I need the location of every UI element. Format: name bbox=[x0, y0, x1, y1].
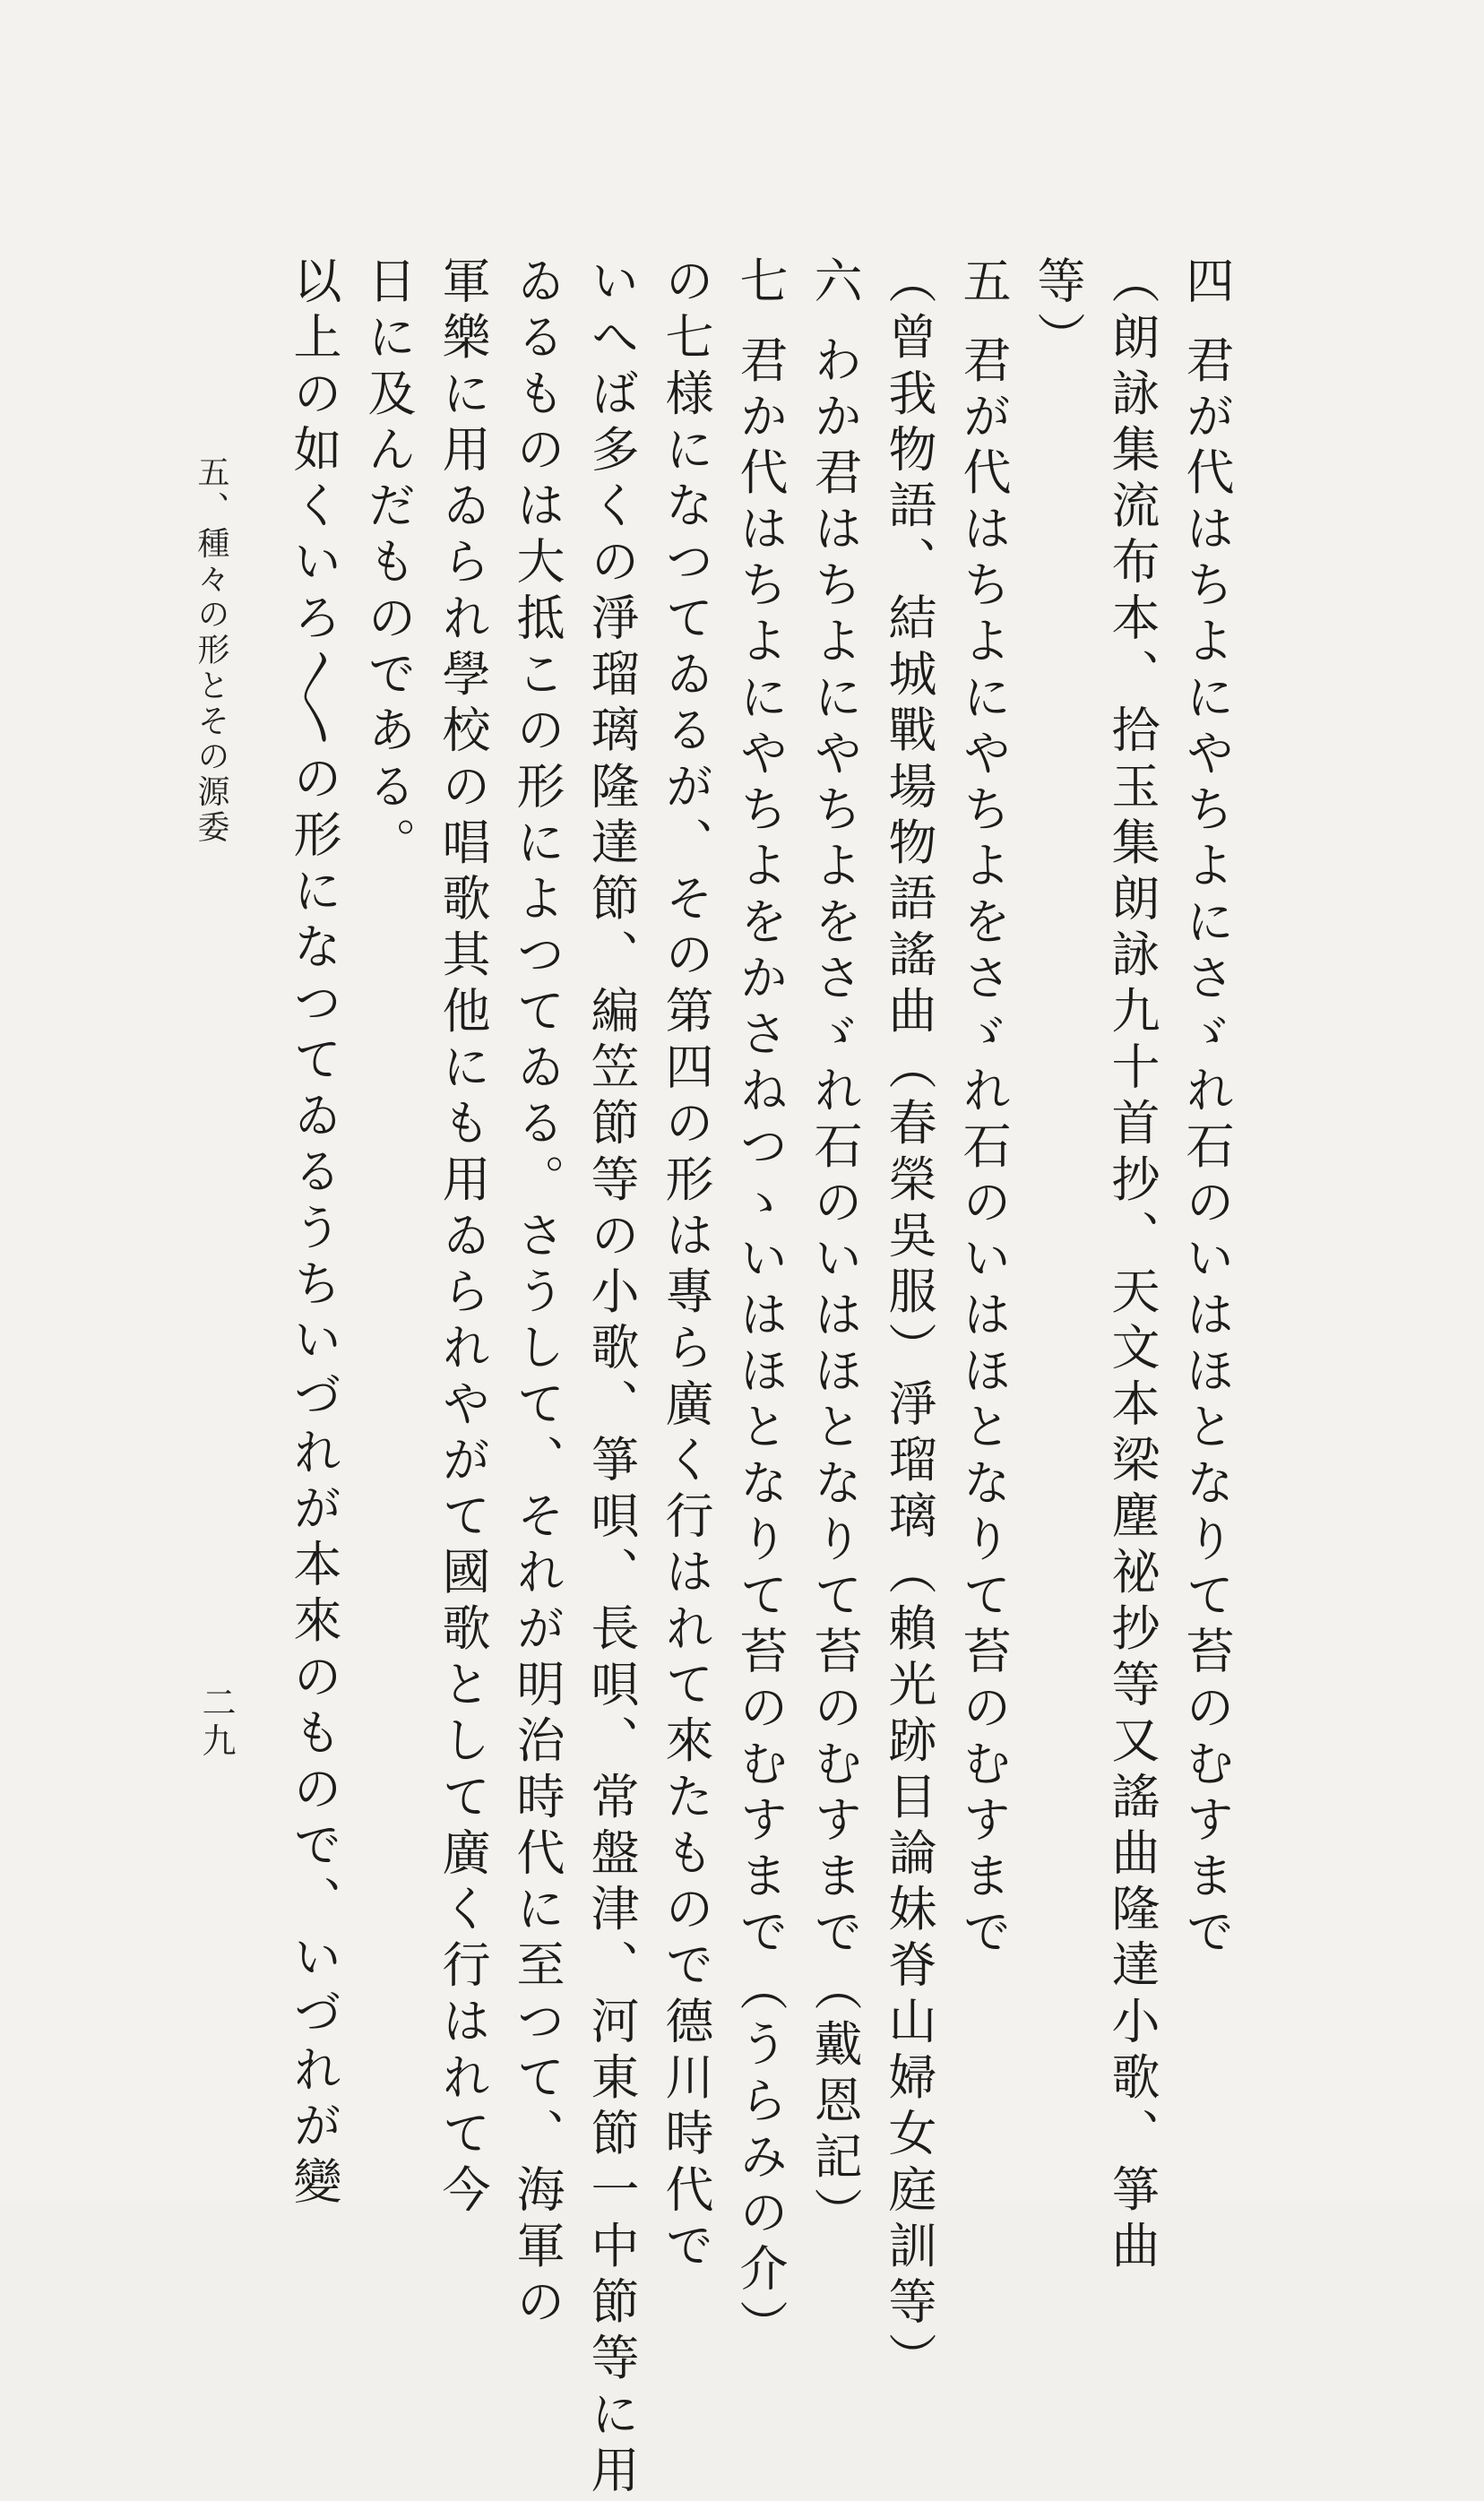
text-column: （朗詠集流布本、拾玉集朗詠九十首抄、天文本梁塵祕抄等又謠曲隆達小歌、箏曲 bbox=[1104, 255, 1160, 2277]
text-column: 日に及んだものである。 bbox=[360, 255, 417, 874]
text-column: （曾我物語、結城戰場物語謠曲（春榮吳服）淨瑠璃（賴光跡目論妹脊山婦女庭訓等） bbox=[881, 255, 937, 2389]
page-number: 二九 bbox=[196, 1685, 236, 1762]
text-column: 五 君が代はちよにやちよをさゞれ石のいはほとなりて苔のむすまで bbox=[955, 255, 1012, 1963]
body-text bbox=[277, 255, 1244, 2501]
running-head: 五、種々の形とその源委 bbox=[193, 455, 229, 846]
text-column: 軍樂に用ゐられ學校の唱歌其他にも用ゐられやがて國歌として廣く行はれて今 bbox=[435, 255, 491, 2221]
text-column: の七様になつてゐるが、その第四の形は專ら廣く行はれて來たもので德川時代で bbox=[658, 255, 714, 2277]
text-column: 以上の如くいろ〳〵の形になつてゐるうちいづれが本來のもので、いづれが變 bbox=[286, 255, 342, 2212]
text-column: 四 君が代はちよにやちよにさゞれ石のいはほとなりて苔のむすまで bbox=[1178, 255, 1235, 1963]
text-column: 等） bbox=[1030, 255, 1086, 368]
text-column: 七 君か代はちよにやちよをかさねつゝいはほとなりて苔のむすまで（うらみの介） bbox=[732, 255, 789, 2356]
text-column: 六 わか君はちよにやちよをさゞれ石のいはほとなりて苔のむすまで（戴恩記） bbox=[807, 255, 863, 2244]
text-column: ゐるものは大抵この形によつてゐる。さうして、それが明治時代に至つて、海軍の bbox=[509, 255, 565, 2333]
text-column: いへば多くの淨瑠璃隆達節、編笠節等の小歌、箏唄、長唄、常盤津、河東節一中節等に用 bbox=[583, 255, 640, 2501]
